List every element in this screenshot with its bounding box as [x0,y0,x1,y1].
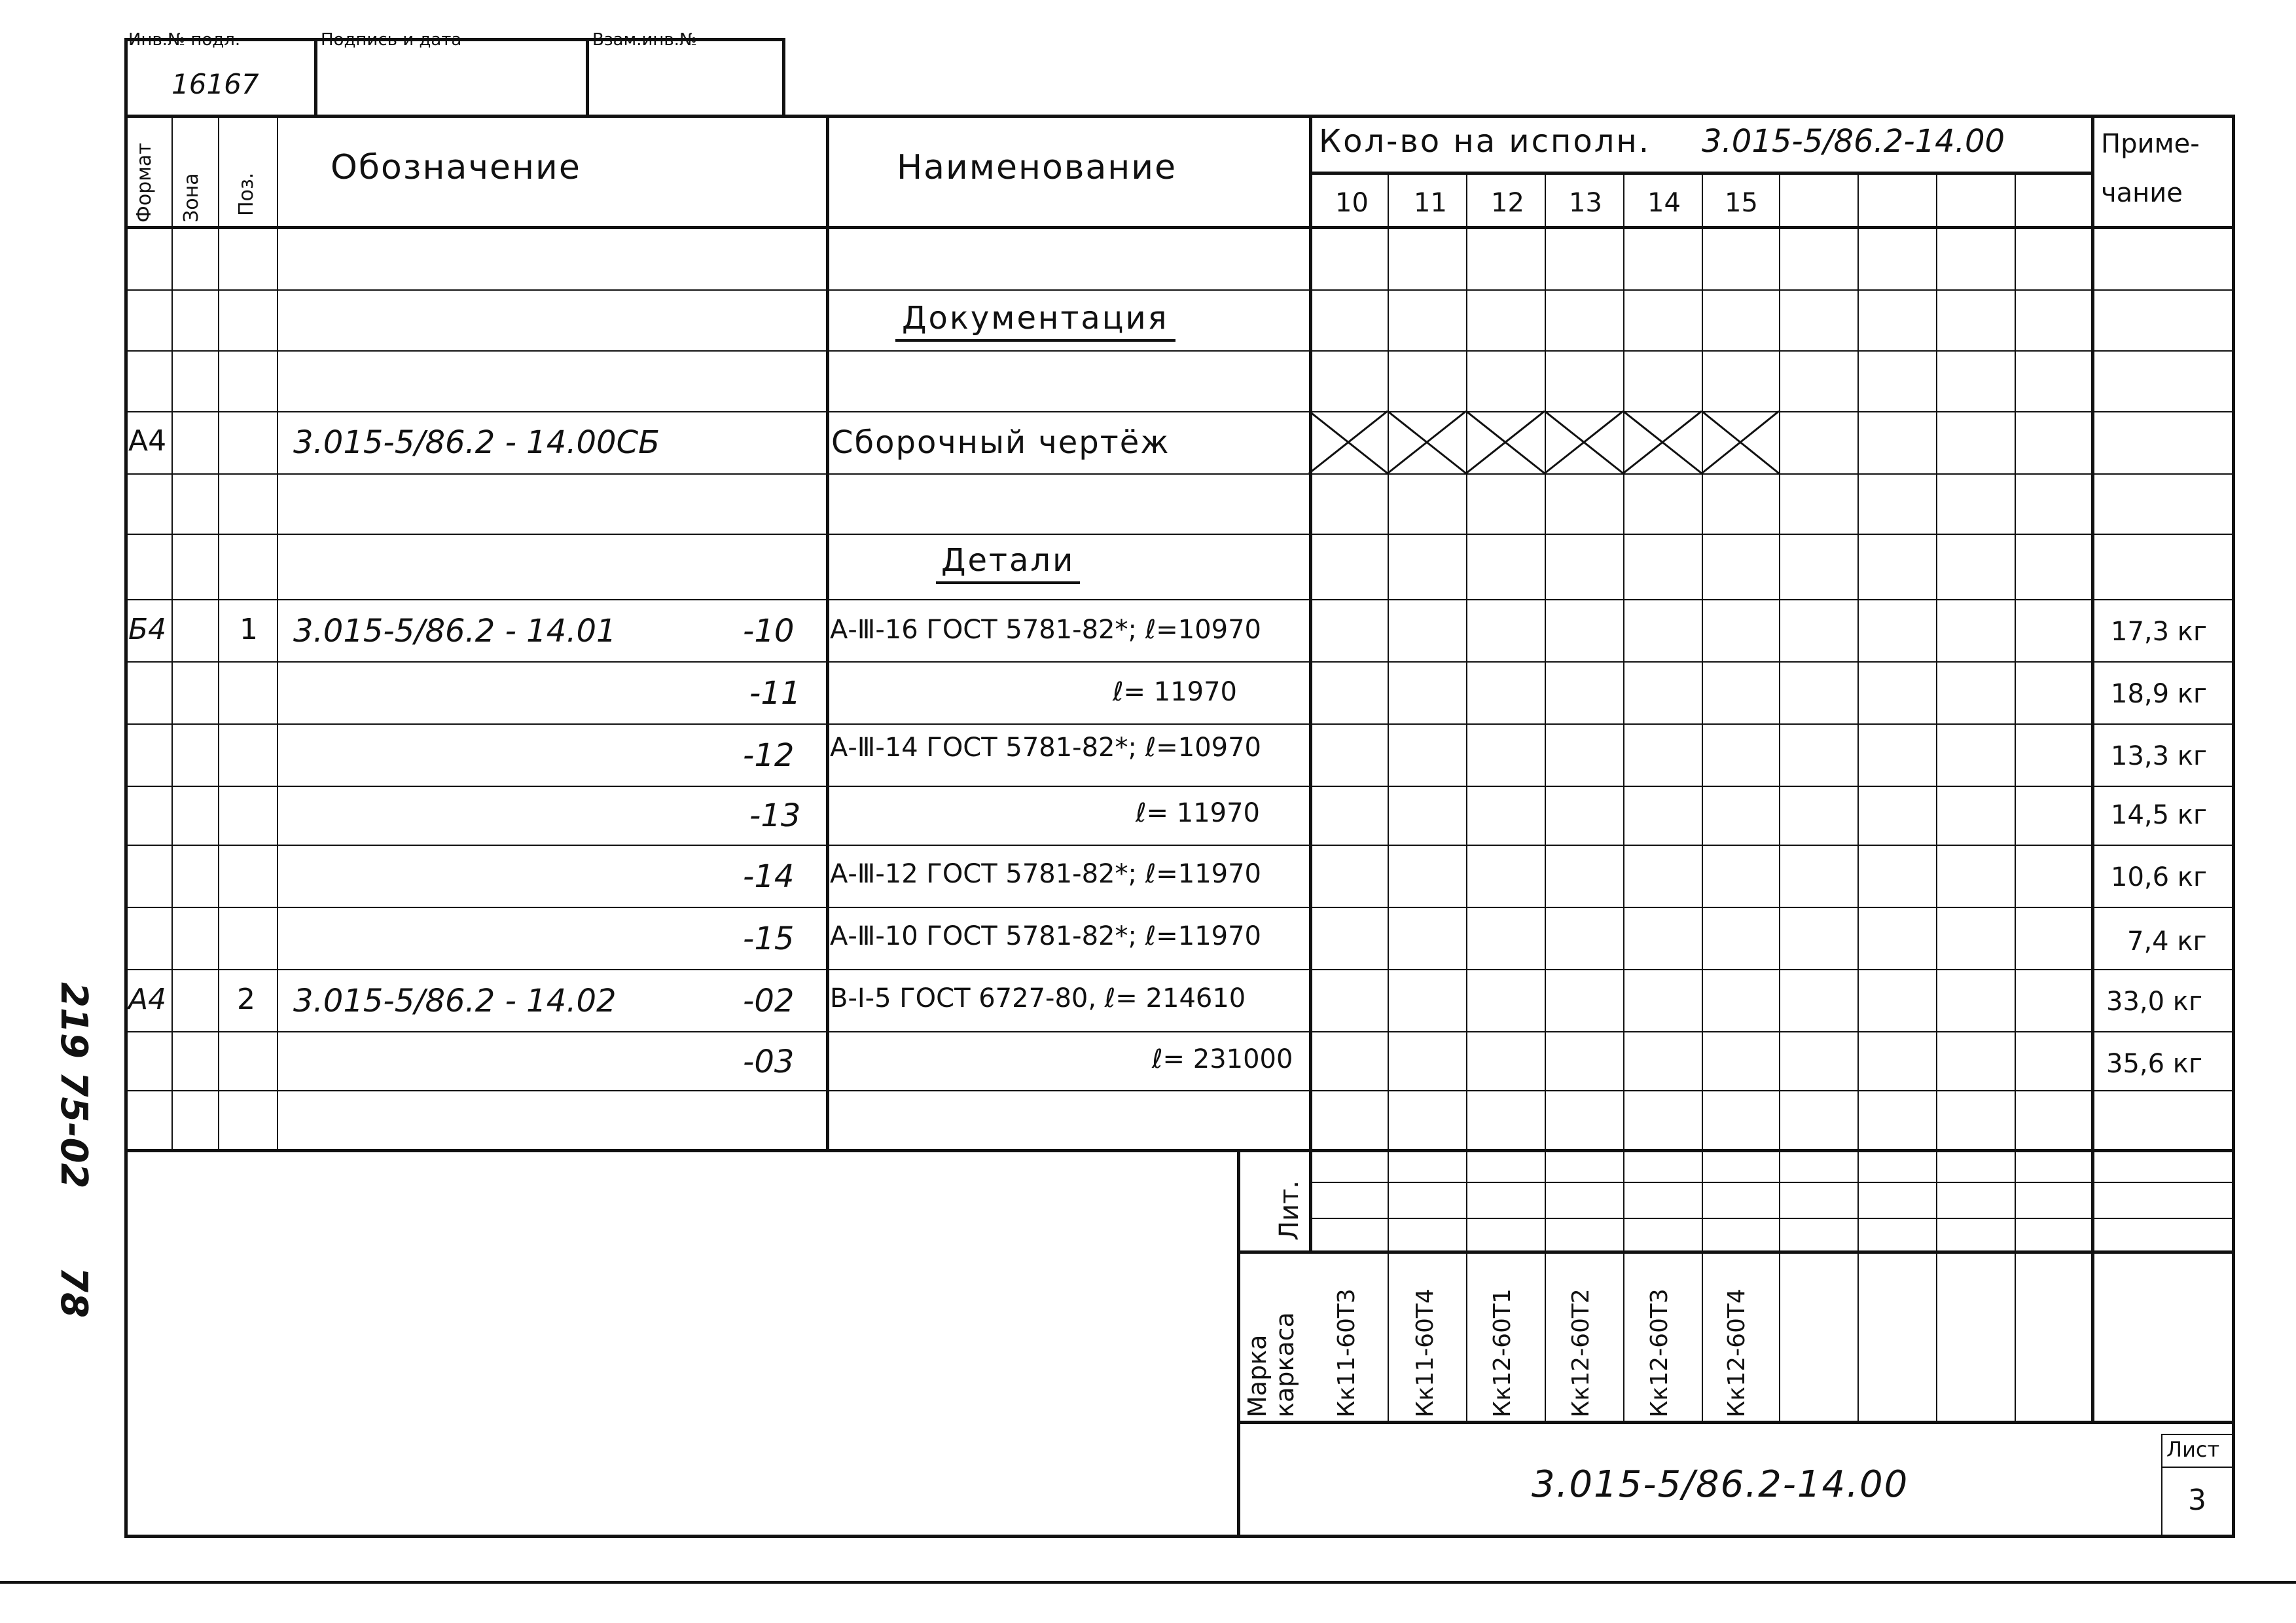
inventory-number: 16167 [171,68,259,100]
row-suffix: -03 [743,1044,795,1080]
table-border-bottom [124,1535,2233,1538]
row-name: ℓ= 231000 [1152,1044,1293,1074]
row-line [124,599,2233,600]
qty-col-12: 12 [1491,188,1524,218]
qty-col-13: 13 [1569,188,1602,218]
col-line [1623,172,1624,1422]
row-name: ℓ= 11970 [1113,677,1237,707]
col-line [1702,172,1703,1422]
header-qty-code: 3.015-5/86.2-14.00 [1702,123,2005,160]
lit-label: Лит. [1274,1180,1304,1241]
row-suffix: -15 [743,921,795,957]
qty-col-10: 10 [1335,188,1369,218]
col-line [218,115,219,1150]
qty-col-14: 14 [1647,188,1681,218]
row-note: 10,6 кг [2111,862,2207,892]
stamp-header-sign: Подпись и дата [321,30,462,50]
col-line [1779,172,1780,1422]
row-name: А-Ⅲ-10 ГОСТ 5781-82*; ℓ=11970 [830,921,1261,951]
row-name: В-Ⅰ-5 ГОСТ 6727-80, ℓ= 214610 [830,983,1246,1013]
sheet-number: 3 [2188,1484,2206,1517]
header-note-1: Приме- [2101,129,2200,159]
assembly-cross-marks [1309,411,1780,475]
header-zone: Зона [180,173,203,223]
row-format: А4 [128,424,167,458]
row-line [124,845,2233,846]
row-line [124,350,2233,352]
col-line [1309,115,1312,1254]
col-line [1388,172,1389,1422]
header-note-2: чание [2101,178,2183,208]
row-note: 35,6 кг [2106,1049,2202,1079]
row-note: 14,5 кг [2111,800,2207,830]
row-line [124,411,2233,412]
col-line [171,115,173,1150]
col-line [2015,172,2016,1422]
row-line [124,723,2233,725]
col-line [1466,172,1467,1422]
stamp-header-inv: Инв.№ подл. [128,30,241,50]
row-line [124,473,2233,475]
stamp-header-replace: Взам.инв.№ [592,30,697,50]
table-border-left [124,115,128,1538]
header-bottom-line [124,226,2233,229]
row-note: 7,4 кг [2127,926,2207,957]
sheet-box-line [2161,1467,2233,1468]
row-line [1237,1421,2233,1424]
frame-mark: Кк11-60Т4 [1412,1288,1439,1417]
doc-code: 3.015-5/86.2-14.00 [1532,1463,1909,1506]
row-designation: 3.015-5/86.2 - 14.01 [293,613,617,649]
row-line [124,907,2233,908]
sheet-label: Лист [2166,1437,2220,1462]
row-name: ℓ= 11970 [1136,798,1260,828]
frame-mark: Кк12-60Т2 [1568,1288,1594,1417]
row-suffix: -11 [749,675,801,712]
frame-mark: Кк11-60Т3 [1333,1288,1360,1417]
row-format: Б4 [128,613,167,646]
page-bottom-line [0,1581,2296,1584]
row-note: 18,9 кг [2111,679,2207,709]
stamp-line [124,38,128,118]
stamp-line [782,38,785,118]
frame-mark: Кк12-60Т4 [1723,1288,1750,1417]
qty-subheader-line [1309,172,2091,175]
row-name: А-Ⅲ-16 ГОСТ 5781-82*; ℓ=10970 [830,615,1261,645]
row-line [124,1031,2233,1032]
row-suffix: -10 [743,613,795,649]
row-line [124,1149,2233,1152]
row-note: 17,3 кг [2111,617,2207,647]
row-line [124,1090,2233,1091]
row-line [124,534,2233,535]
col-line [2091,115,2094,1422]
qty-col-11: 11 [1414,188,1447,218]
row-name: А-Ⅲ-12 ГОСТ 5781-82*; ℓ=11970 [830,859,1261,889]
row-pos: 2 [237,983,255,1016]
row-suffix: -02 [743,983,795,1019]
row-designation: 3.015-5/86.2 - 14.02 [293,983,617,1019]
row-line [124,661,2233,663]
col-line [277,115,278,1150]
row-name: Сборочный чертёж [831,424,1170,461]
row-line [1237,1250,2233,1254]
col-line [1237,1149,1240,1538]
sheet-box-line [2161,1434,2233,1435]
row-note: 13,3 кг [2111,741,2207,771]
row-line [1309,1218,2233,1219]
sheet-box-line [2161,1434,2162,1537]
row-line [124,969,2233,970]
mark-label-2: каркаса [1270,1312,1299,1417]
row-line [1309,1182,2233,1183]
row-suffix: -14 [743,858,795,895]
mark-label-1: Марка [1243,1334,1272,1417]
row-line [124,786,2233,787]
header-format: Формат [133,143,156,223]
page-number: 78 [52,1267,95,1318]
row-suffix: -13 [749,797,801,834]
row-note: 33,0 кг [2106,987,2202,1017]
col-line [1936,172,1937,1422]
margin-code: 219 75-02 [52,982,95,1189]
row-designation: 3.015-5/86.2 - 14.00СБ [293,424,660,461]
row-name: А-Ⅲ-14 ГОСТ 5781-82*; ℓ=10970 [830,733,1261,763]
header-name: Наименование [897,148,1177,187]
qty-col-15: 15 [1725,188,1758,218]
table-border-right [2232,115,2235,1538]
header-designation: Обозначение [331,148,581,187]
row-format: А4 [128,983,167,1016]
section-details: Детали [936,545,1080,584]
col-line [1857,172,1859,1422]
header-qty-title: Кол-во на исполн. [1319,123,1651,160]
frame-mark: Кк12-60Т3 [1646,1288,1673,1417]
table-border-top [124,115,2233,118]
col-line [826,115,829,1150]
row-line [124,289,2233,291]
row-suffix: -12 [743,737,795,774]
section-documentation: Документация [895,302,1175,342]
stamp-line [586,38,589,118]
col-line [1545,172,1546,1422]
header-pos: Поз. [235,172,258,216]
stamp-line [314,38,317,118]
row-pos: 1 [240,613,258,646]
frame-mark: Кк12-60Т1 [1489,1288,1516,1417]
